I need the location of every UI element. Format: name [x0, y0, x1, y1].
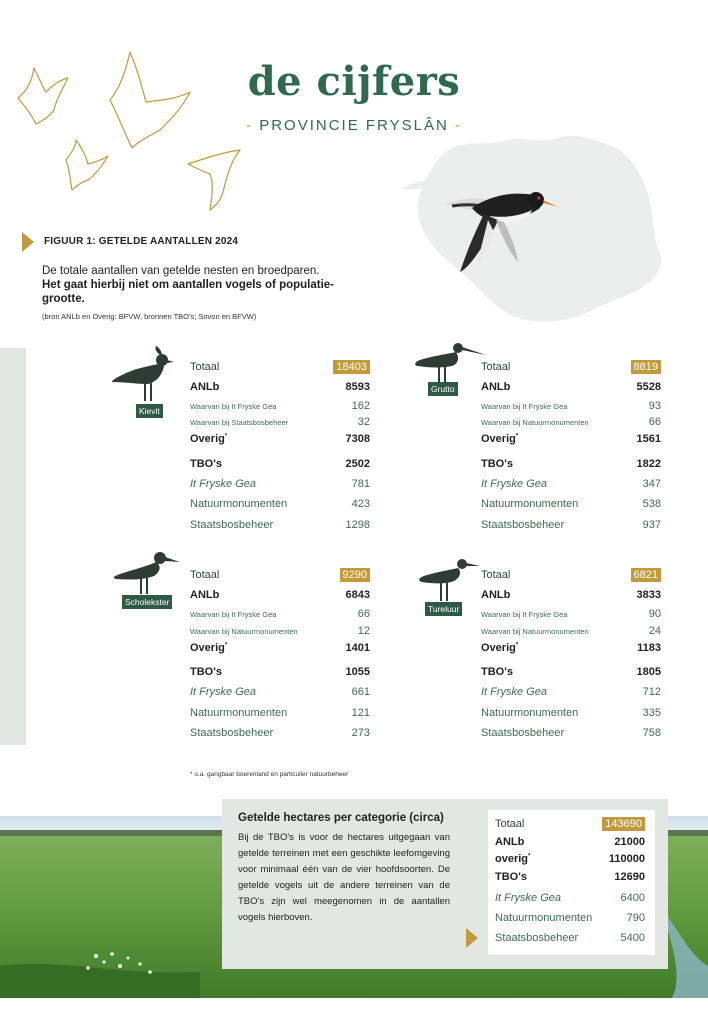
row-staatsbosbeheer: Staatsbosbeheer 1298	[190, 519, 370, 531]
row-overig: Overig* 1183	[481, 642, 661, 654]
row-it-fryske-gea: It Fryske Gea 347	[481, 478, 661, 490]
row-natuurmonumenten: Natuurmonumenten 121	[190, 707, 370, 719]
footnote: * o.a. gangbaar boerenland en particulier natuurbeheer	[190, 771, 349, 778]
row-totaal: Totaal 9290	[190, 568, 370, 582]
row-totaal: Totaal 8819	[481, 360, 661, 374]
figure-source: (bron ANLb en Overig: BFVW, bronnen TBO's; Sovon en BFVW)	[42, 312, 257, 321]
row-waarvan-2: Waarvan bij Natuurmonumenten 66	[481, 416, 661, 428]
row-waarvan-2: Waarvan bij Staatsbosbeheer 32	[190, 416, 370, 428]
figure-intro	[42, 264, 362, 306]
hectares-row-totaal: Totaal 143690	[495, 817, 645, 831]
row-natuurmonumenten: Natuurmonumenten 538	[481, 498, 661, 510]
hectares-description: Bij de TBO's is voor de hectares uitgegaan van getelde terreinen met een geschikte leefomgeving voor minimaal één van de vier hoofdsoorten. De getelde vogels uit de andere terreinen van de TBO's zijn wel meegenomen in de aantallen vogels hierboven.	[238, 832, 450, 923]
species-tag: Kievit	[136, 404, 163, 418]
row-tbos: TBO's 1822	[481, 458, 661, 470]
row-waarvan-1: Waarvan bij It Fryske Gea 90	[481, 608, 661, 620]
page-subtitle: - PROVINCIE FRYSLÂN -	[246, 117, 462, 134]
hectares-arrow-icon	[466, 928, 478, 948]
row-it-fryske-gea: It Fryske Gea 781	[190, 478, 370, 490]
row-tbos: TBO's 1805	[481, 666, 661, 678]
godwit-silhouette-icon	[412, 338, 488, 388]
redshank-silhouette-icon	[416, 554, 482, 606]
hectares-row-tbos: TBO's 12690	[495, 871, 645, 883]
row-natuurmonumenten: Natuurmonumenten 423	[190, 498, 370, 510]
row-overig: Overig* 7308	[190, 433, 370, 445]
hectares-row-it-fryske-gea: It Fryske Gea 6400	[495, 892, 645, 904]
row-tbos: TBO's 2502	[190, 458, 370, 470]
row-staatsbosbeheer: Staatsbosbeheer 273	[190, 727, 370, 739]
row-overig: Overig* 1401	[190, 642, 370, 654]
side-decoration-band	[0, 348, 26, 745]
row-it-fryske-gea: It Fryske Gea 661	[190, 686, 370, 698]
row-anlb: ANLb 8593	[190, 381, 370, 393]
row-waarvan-1: Waarvan bij It Fryske Gea 162	[190, 400, 370, 412]
intro-line-1: De totale aantallen van getelde nesten en broedparen.	[42, 265, 320, 277]
row-anlb: ANLb 6843	[190, 589, 370, 601]
row-tbos: TBO's 1055	[190, 666, 370, 678]
row-overig: Overig* 1561	[481, 433, 661, 445]
row-anlb: ANLb 3833	[481, 589, 661, 601]
row-it-fryske-gea: It Fryske Gea 712	[481, 686, 661, 698]
hectares-row-anlb: ANLb 21000	[495, 836, 645, 848]
hectares-title: Getelde hectares per categorie (circa)	[238, 812, 444, 824]
intro-line-2: Het gaat hierbij niet om aantallen vogels of populatie-grootte.	[42, 279, 335, 305]
hectares-row-natuurmonumenten: Natuurmonumenten 790	[495, 912, 645, 924]
row-staatsbosbeheer: Staatsbosbeheer 758	[481, 727, 661, 739]
row-waarvan-1: Waarvan bij It Fryske Gea 93	[481, 400, 661, 412]
row-waarvan-1: Waarvan bij It Fryske Gea 66	[190, 608, 370, 620]
species-tag: Tureluur	[425, 602, 462, 616]
figure-title: FIGUUR 1: GETELDE AANTALLEN 2024	[44, 236, 239, 247]
row-natuurmonumenten: Natuurmonumenten 335	[481, 707, 661, 719]
hectares-row-overig: overig* 110000	[495, 853, 645, 865]
oystercatcher-silhouette-icon	[110, 548, 182, 598]
row-waarvan-2: Waarvan bij Natuurmonumenten 24	[481, 625, 661, 637]
hectares-row-staatsbosbeheer: Staatsbosbeheer 5400	[495, 932, 645, 944]
figure-arrow-icon	[22, 232, 34, 252]
lapwing-silhouette-icon	[110, 342, 182, 404]
row-totaal: Totaal 18403	[190, 360, 370, 374]
oystercatcher-photo	[432, 180, 562, 290]
species-tag: Scholekster	[122, 595, 172, 609]
subtitle-text: PROVINCIE FRYSLÂN	[259, 117, 449, 134]
row-waarvan-2: Waarvan bij Natuurmonumenten 12	[190, 625, 370, 637]
row-staatsbosbeheer: Staatsbosbeheer 937	[481, 519, 661, 531]
row-totaal: Totaal 6821	[481, 568, 661, 582]
species-tag: Grutto	[428, 382, 458, 396]
page-title: de cijfers	[247, 58, 461, 105]
row-anlb: ANLb 5528	[481, 381, 661, 393]
